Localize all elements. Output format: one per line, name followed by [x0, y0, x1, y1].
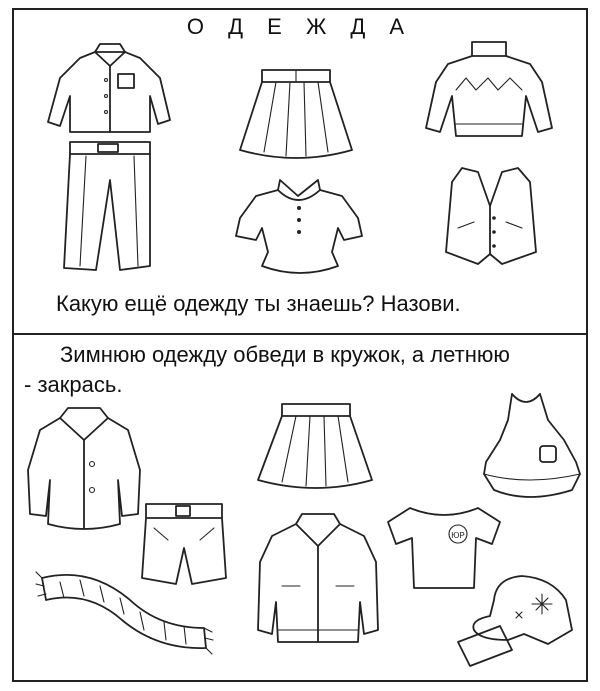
- shorts-icon: [142, 504, 226, 584]
- blouse-icon: [236, 180, 362, 273]
- sweater-icon: [426, 42, 552, 136]
- sundress-icon: [484, 394, 580, 497]
- fur-coat-icon: [28, 408, 140, 529]
- mitten-icon: [458, 576, 572, 666]
- scarf-icon: [36, 572, 213, 654]
- jacket-icon: [258, 514, 378, 642]
- tshirt-print: ЮР: [451, 531, 465, 540]
- question-winter-summer-line-1: Зимнюю одежду обведи в кружок, а летнюю: [60, 342, 510, 367]
- tshirt-icon: [388, 508, 500, 588]
- trousers-icon: [64, 142, 150, 270]
- page-title: О Д Е Ж Д А: [186, 14, 414, 39]
- question-name-clothes: Какую ещё одежду ты знаешь? Назови.: [56, 291, 461, 316]
- shirt-icon: [48, 44, 170, 132]
- skirt-icon-2: [258, 404, 372, 488]
- vest-icon: [446, 168, 536, 264]
- question-winter-summer-line-2: - закрась.: [24, 372, 123, 397]
- skirt-icon: [240, 70, 352, 158]
